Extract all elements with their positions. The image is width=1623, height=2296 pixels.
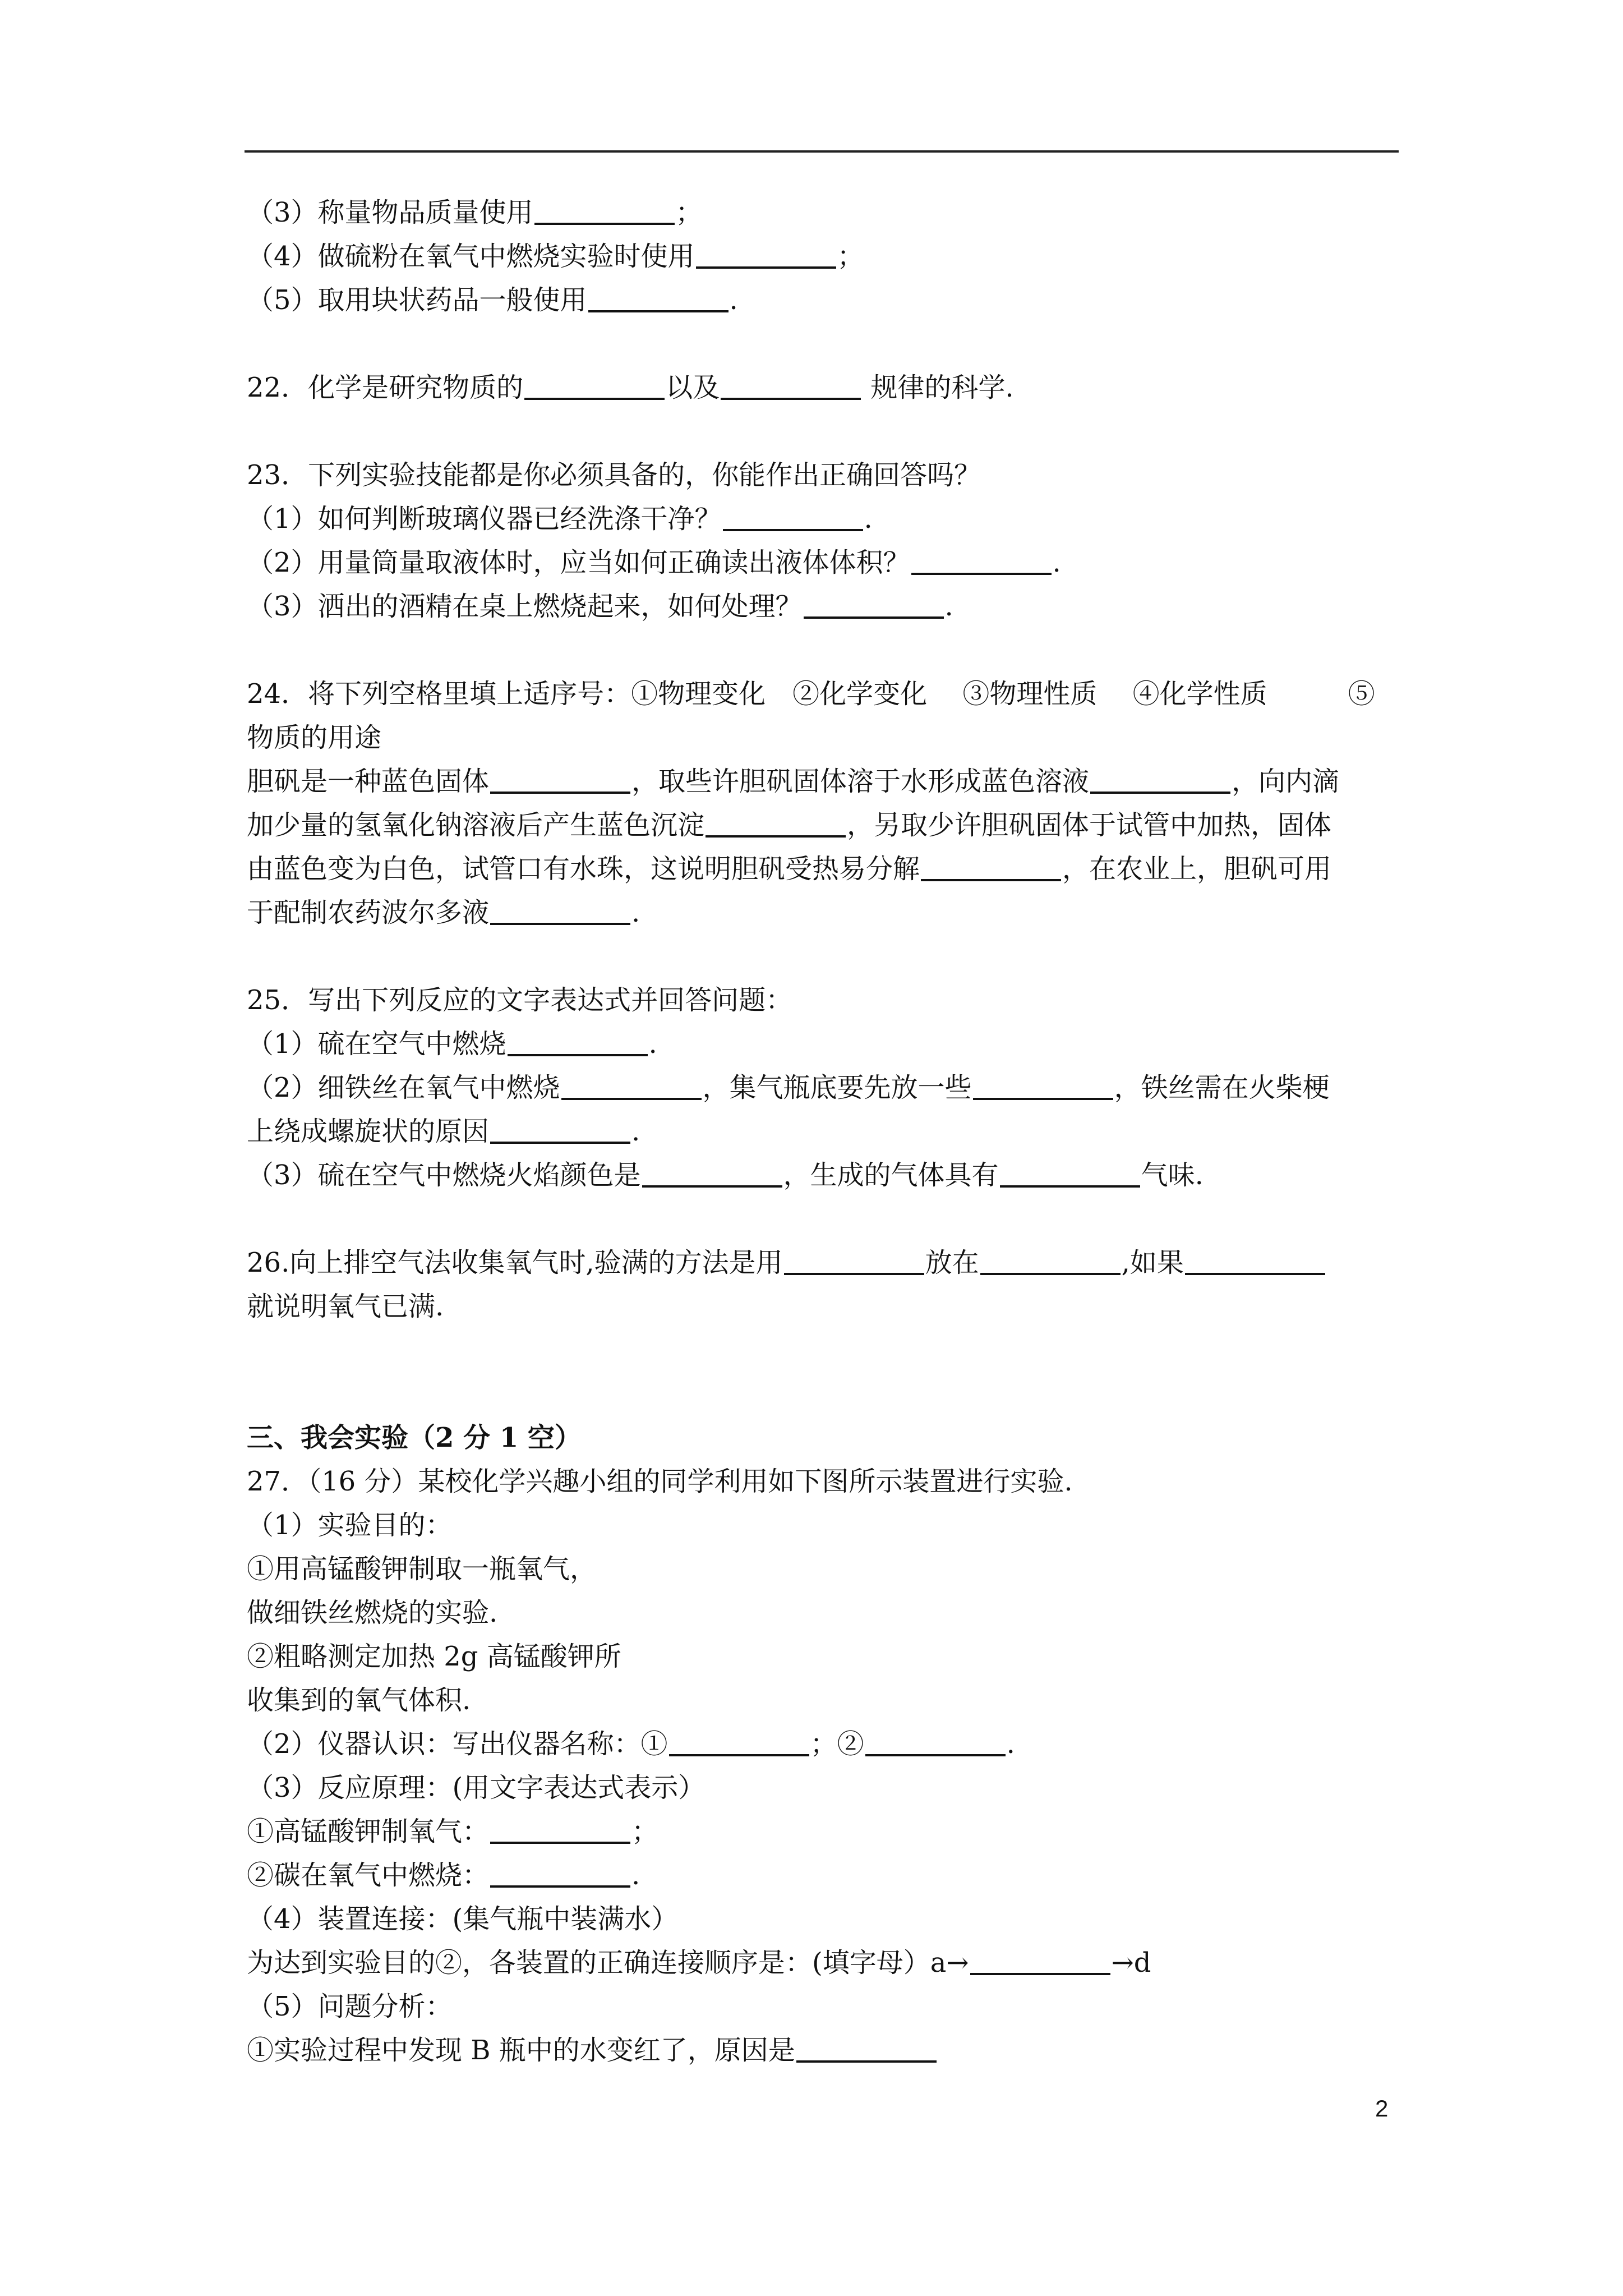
q25-item-3: （3）硫在空气中燃烧火焰颜色是 ，生成的气体具有 气味. <box>247 1153 1402 1197</box>
question-27-stem: 27．（16 分）某校化学兴趣小组的同学利用如下图所示装置进行实验. <box>247 1466 1073 1497</box>
answer-blank[interactable] <box>1185 1244 1325 1275</box>
q21-item-5: （5）取用块状药品一般使用 . <box>247 278 1402 322</box>
answer-blank[interactable] <box>980 1244 1121 1275</box>
answer-blank[interactable] <box>524 369 665 400</box>
answer-blank[interactable] <box>669 1725 809 1756</box>
answer-blank[interactable] <box>921 850 1061 881</box>
answer-blank[interactable] <box>804 587 944 619</box>
q24-line-4: 于配制农药波尔多液 . <box>247 891 1402 935</box>
question-23-stem: 23．下列实验技能都是你必须具备的，你能作出正确回答吗？ <box>247 459 981 491</box>
question-24-stem-cont: 物质的用途 <box>247 722 382 753</box>
q24-line-2: 加少量的氢氧化钠溶液后产生蓝色沉淀 ，另取少许胆矾固体于试管中加热，固体 <box>247 803 1402 847</box>
question-22: 22．化学是研究物质的 以及 规律的科学. <box>247 366 1402 409</box>
header-rule <box>245 150 1399 153</box>
q24-line-1: 胆矾是一种蓝色固体 ，取些许胆矾固体溶于水形成蓝色溶液 ，向内滴 <box>247 760 1402 803</box>
answer-blank[interactable] <box>911 544 1052 575</box>
answer-blank[interactable] <box>1090 762 1230 794</box>
q23-item-3: （3）洒出的酒精在桌上燃烧起来，如何处理？ . <box>247 585 1402 628</box>
q27-part-5-a: ①实验过程中发现 B 瓶中的水变红了，原因是 <box>247 2028 1402 2072</box>
question-26: 26.向上排空气法收集氧气时,验满的方法是用 放在 ,如果 <box>247 1241 1402 1285</box>
q23-item-1: （1）如何判断玻璃仪器已经洗涤干净？ . <box>247 497 1402 541</box>
answer-blank[interactable] <box>723 500 863 531</box>
answer-blank[interactable] <box>534 194 675 225</box>
q27-part-1-c: ②粗略测定加热 2g 高锰酸钾所 <box>247 1641 621 1672</box>
document-body <box>247 191 1402 2072</box>
answer-blank[interactable] <box>588 281 728 312</box>
answer-blank[interactable] <box>490 894 630 925</box>
q25-item-1: （1）硫在空气中燃烧 . <box>247 1022 1402 1066</box>
answer-blank[interactable] <box>784 1244 924 1275</box>
q24-line-3: 由蓝色变为白色，试管口有水珠，这说明胆矾受热易分解 ，在农业上，胆矾可用 <box>247 847 1402 891</box>
answer-blank[interactable] <box>561 1069 702 1100</box>
answer-blank[interactable] <box>490 1856 630 1888</box>
q23-item-2: （2）用量筒量取液体时，应当如何正确读出液体体积？ . <box>247 541 1402 585</box>
answer-blank[interactable] <box>1000 1156 1140 1188</box>
q21-item-4: （4）做硫粉在氧气中燃烧实验时使用 ； <box>247 234 1402 278</box>
q27-part-1-b: 做细铁丝燃烧的实验. <box>247 1597 498 1628</box>
q25-item-2-cont: 上绕成螺旋状的原因 . <box>247 1110 1402 1153</box>
q27-part-1: （1）实验目的： <box>247 1510 453 1541</box>
q27-part-3-a: ①高锰酸钾制氧气： ； <box>247 1810 1402 1853</box>
question-24-stem: 24．将下列空格里填上适序号：①物理变化 ②化学变化 ③物理性质 ④化学性质 ⑤ <box>247 678 1375 710</box>
q27-part-4-a: 为达到实验目的②，各装置的正确连接顺序是：(填字母）a→ →d <box>247 1941 1402 1985</box>
page-number: 2 <box>1375 2095 1389 2122</box>
q27-part-1-d: 收集到的氧气体积. <box>247 1685 471 1716</box>
section-3-heading: 三、我会实验（2 分 1 空） <box>247 1422 582 1453</box>
q27-part-4: （4）装置连接：(集气瓶中装满水） <box>247 1903 679 1935</box>
q27-part-2: （2）仪器认识：写出仪器名称：① ；② . <box>247 1722 1402 1766</box>
q27-part-3-b: ②碳在氧气中燃烧： . <box>247 1853 1402 1897</box>
q25-item-2: （2）细铁丝在氧气中燃烧 ，集气瓶底要先放一些 ，铁丝需在火柴梗 <box>247 1066 1402 1110</box>
answer-blank[interactable] <box>490 1112 630 1144</box>
answer-blank[interactable] <box>706 806 846 838</box>
answer-blank[interactable] <box>721 369 861 400</box>
q27-part-5: （5）问题分析： <box>247 1991 453 2022</box>
answer-blank[interactable] <box>490 762 630 794</box>
answer-blank[interactable] <box>796 2031 937 2063</box>
answer-blank[interactable] <box>696 237 836 269</box>
q27-part-3: （3）反应原理：(用文字表达式表示） <box>247 1772 706 1803</box>
q21-item-3: （3）称量物品质量使用 ； <box>247 191 1402 234</box>
answer-blank[interactable] <box>865 1725 1006 1756</box>
answer-blank[interactable] <box>973 1069 1113 1100</box>
question-26-cont: 就说明氧气已满. <box>247 1291 444 1322</box>
answer-blank[interactable] <box>642 1156 782 1188</box>
answer-blank[interactable] <box>490 1812 630 1844</box>
question-25-stem: 25．写出下列反应的文字表达式并回答问题： <box>247 984 793 1016</box>
answer-blank[interactable] <box>508 1025 648 1056</box>
q27-part-1-a: ①用高锰酸钾制取一瓶氧气， <box>247 1553 597 1585</box>
answer-blank[interactable] <box>970 1944 1110 1975</box>
